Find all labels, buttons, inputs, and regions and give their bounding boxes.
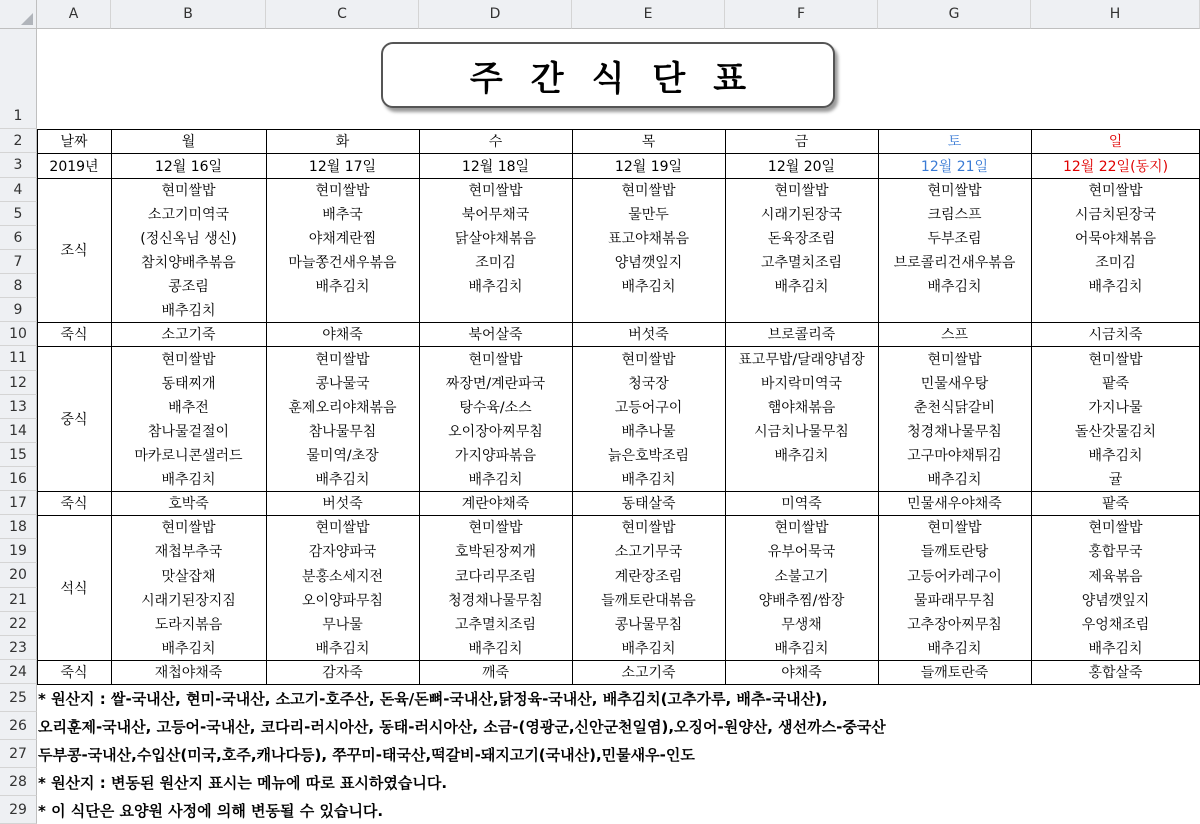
note-line-5[interactable]: * 이 식단은 요양원 사정에 의해 변동될 수 있습니다. xyxy=(38,801,384,820)
section-label-dinner[interactable]: 석식 xyxy=(60,580,88,597)
lunch-cell[interactable]: 탕수육/소스 xyxy=(459,400,532,416)
breakfast-cell[interactable]: 표고야채볶음 xyxy=(607,231,690,247)
column-header-h[interactable]: H xyxy=(1031,0,1200,29)
breakfast-cell[interactable]: 물만두 xyxy=(628,207,669,223)
row-header-2[interactable]: 2 xyxy=(0,129,37,153)
breakfast-cell[interactable]: 현미쌀밥 xyxy=(927,183,982,199)
dinner-cell[interactable]: 제육볶음 xyxy=(1088,568,1143,585)
lunch-cell[interactable]: 짜장면/계란파국 xyxy=(445,376,546,392)
table-vline xyxy=(419,129,420,684)
breakfast-cell[interactable]: 콩조림 xyxy=(168,279,209,295)
row-header-18[interactable]: 18 xyxy=(0,515,37,539)
dinner-cell[interactable]: 고등어카레구이 xyxy=(907,568,1002,585)
table-vline xyxy=(1031,129,1032,684)
column-header-e[interactable]: E xyxy=(572,0,725,29)
lunch-cell[interactable]: 현미쌀밥 xyxy=(621,351,676,368)
dinner-cell[interactable]: 현미쌀밥 xyxy=(315,520,370,536)
breakfast-cell[interactable] xyxy=(266,298,419,322)
dinner-cell[interactable]: 배추김치 xyxy=(621,641,676,657)
porridge-3-cell[interactable]: 야채죽 xyxy=(781,665,822,681)
row-header-21[interactable]: 21 xyxy=(0,588,37,612)
breakfast-cell[interactable]: 조미김 xyxy=(1095,255,1136,271)
table-vline xyxy=(572,129,573,684)
row-header-7[interactable]: 7 xyxy=(0,250,37,274)
table-vline xyxy=(266,129,267,684)
breakfast-cell[interactable]: 현미쌀밥 xyxy=(774,183,829,199)
row-header-20[interactable]: 20 xyxy=(0,563,37,588)
breakfast-cell[interactable]: 닭살야채볶음 xyxy=(454,231,537,247)
day-header-6[interactable]: 토 xyxy=(947,134,962,150)
lunch-cell[interactable]: 귤 xyxy=(1108,472,1123,488)
breakfast-cell[interactable] xyxy=(1031,298,1200,322)
dinner-cell[interactable]: 양념깻잎지 xyxy=(1081,593,1150,609)
section-label-breakfast[interactable]: 조식 xyxy=(60,243,88,259)
dinner-cell[interactable]: 홍합무국 xyxy=(1088,544,1143,560)
lunch-cell[interactable]: 배추김치 xyxy=(468,472,523,488)
day-header-4[interactable]: 목 xyxy=(641,134,656,150)
breakfast-cell[interactable]: (정신옥님 생신) xyxy=(140,231,237,247)
row-header-5[interactable]: 5 xyxy=(0,202,37,226)
row-header-12[interactable]: 12 xyxy=(0,371,37,395)
lunch-cell[interactable]: 청경채나물무침 xyxy=(907,424,1002,440)
lunch-cell[interactable]: 시금치나물무침 xyxy=(754,424,849,440)
section-label-porridge-1[interactable]: 죽식 xyxy=(60,327,88,343)
dinner-cell[interactable]: 시래기된장지짐 xyxy=(141,593,236,609)
section-label-lunch[interactable]: 중식 xyxy=(60,411,88,428)
dinner-cell[interactable]: 계란장조림 xyxy=(614,568,683,585)
porridge-3-cell[interactable]: 깨죽 xyxy=(481,665,510,681)
breakfast-cell[interactable]: 고추멸치조림 xyxy=(760,255,843,271)
breakfast-cell[interactable]: 배추김치 xyxy=(315,279,370,295)
porridge-1-cell[interactable]: 북어살죽 xyxy=(468,327,523,343)
row-header-27[interactable]: 27 xyxy=(0,740,37,768)
dinner-cell[interactable]: 현미쌀밥 xyxy=(774,520,829,536)
column-header-c[interactable]: C xyxy=(266,0,419,29)
lunch-cell[interactable]: 마카로니콘샐러드 xyxy=(134,448,243,464)
row-header-8[interactable]: 8 xyxy=(0,274,37,298)
lunch-cell[interactable]: 동태찌개 xyxy=(161,376,216,392)
lunch-cell[interactable]: 참나물무침 xyxy=(308,424,377,440)
lunch-cell[interactable]: 콩나물국 xyxy=(315,376,370,392)
dinner-cell[interactable]: 배추김치 xyxy=(315,641,370,657)
row-header-25[interactable]: 25 xyxy=(0,684,37,712)
section-label-porridge-3[interactable]: 죽식 xyxy=(60,665,88,681)
breakfast-cell[interactable]: 현미쌀밥 xyxy=(468,183,523,199)
year-cell[interactable]: 2019년 xyxy=(49,158,99,175)
row-header-10[interactable]: 10 xyxy=(0,322,37,346)
date-cell-3[interactable]: 12월 18일 xyxy=(461,158,530,175)
breakfast-cell[interactable]: 시래기된장국 xyxy=(760,207,843,223)
porridge-1-cell[interactable]: 스프 xyxy=(940,327,969,343)
lunch-cell[interactable]: 고등어구이 xyxy=(614,400,683,416)
day-header-3[interactable]: 수 xyxy=(488,134,503,150)
lunch-cell[interactable]: 배추김치 xyxy=(774,448,829,464)
lunch-cell[interactable]: 민물새우탕 xyxy=(920,376,989,392)
breakfast-cell[interactable]: 배추김치 xyxy=(927,279,982,295)
lunch-cell[interactable]: 현미쌀밥 xyxy=(1088,351,1143,368)
lunch-cell[interactable]: 배추김치 xyxy=(161,472,216,488)
table-vline xyxy=(725,129,726,684)
row-header-3[interactable]: 3 xyxy=(0,153,37,178)
porridge-3-cell[interactable]: 감자죽 xyxy=(322,665,363,681)
dinner-cell[interactable]: 들깨토란탕 xyxy=(920,544,989,560)
porridge-1-cell[interactable]: 브로콜리죽 xyxy=(767,327,836,343)
row-header-4[interactable]: 4 xyxy=(0,178,37,202)
dinner-cell[interactable]: 소불고기 xyxy=(774,568,829,585)
breakfast-cell[interactable]: 어묵야채볶음 xyxy=(1074,231,1157,247)
lunch-cell[interactable]: 배추김치 xyxy=(927,472,982,488)
date-cell-5[interactable]: 12월 20일 xyxy=(767,158,836,175)
breakfast-cell[interactable]: 브로콜리건새우볶음 xyxy=(893,255,1016,271)
lunch-cell[interactable]: 배추김치 xyxy=(315,472,370,488)
breakfast-cell[interactable]: 현미쌀밥 xyxy=(1088,183,1143,199)
lunch-cell[interactable]: 가지양파볶음 xyxy=(454,448,537,464)
dinner-cell[interactable]: 오이양파무침 xyxy=(301,593,384,609)
dinner-cell[interactable]: 고추장아찌무침 xyxy=(907,617,1002,633)
date-cell-4[interactable]: 12월 19일 xyxy=(614,158,683,175)
dinner-cell[interactable]: 무생채 xyxy=(781,617,822,633)
breakfast-cell[interactable]: 시금치된장국 xyxy=(1074,207,1157,223)
note-line-3[interactable]: 두부콩-국내산,수입산(미국,호주,캐나다등), 쭈꾸미-태국산,떡갈비-돼지고기(국내산),민물새우-인도 xyxy=(38,745,695,764)
day-header-7[interactable]: 일 xyxy=(1108,134,1123,150)
lunch-cell[interactable]: 늙은호박조림 xyxy=(607,448,690,464)
porridge-2-cell[interactable]: 민물새우야채죽 xyxy=(907,496,1002,512)
lunch-cell[interactable]: 물미역/초장 xyxy=(306,448,379,464)
breakfast-cell[interactable]: 현미쌀밥 xyxy=(621,183,676,199)
lunch-cell[interactable]: 현미쌀밥 xyxy=(927,351,982,368)
date-cell-1[interactable]: 12월 16일 xyxy=(154,158,223,175)
row-header-17[interactable]: 17 xyxy=(0,491,37,515)
dinner-cell[interactable]: 배추김치 xyxy=(1088,641,1143,657)
row-header-22[interactable]: 22 xyxy=(0,612,37,636)
breakfast-cell[interactable]: 배추김치 xyxy=(161,303,216,319)
porridge-2-cell[interactable]: 미역죽 xyxy=(781,496,822,512)
breakfast-cell[interactable] xyxy=(419,298,572,322)
row-header-23[interactable]: 23 xyxy=(0,636,37,660)
lunch-cell[interactable]: 바지락미역국 xyxy=(760,376,843,392)
dinner-cell[interactable]: 감자양파국 xyxy=(308,544,377,560)
row-header-14[interactable]: 14 xyxy=(0,419,37,443)
breakfast-cell[interactable]: 크림스프 xyxy=(927,207,982,223)
row-header-26[interactable]: 26 xyxy=(0,712,37,740)
porridge-2-cell[interactable]: 팥죽 xyxy=(1101,496,1130,512)
note-line-4[interactable]: * 원산지 : 변동된 원산지 표시는 메뉴에 따로 표시하였습니다. xyxy=(38,773,448,792)
table-hline xyxy=(37,491,1200,492)
lunch-cell[interactable]: 배추김치 xyxy=(621,472,676,488)
breakfast-cell[interactable]: 북어무채국 xyxy=(461,207,530,223)
row-header-16[interactable]: 16 xyxy=(0,467,37,491)
table-hline xyxy=(37,153,1200,154)
breakfast-cell[interactable] xyxy=(572,298,725,322)
table-hline xyxy=(37,346,1200,347)
lunch-cell[interactable]: 고구마야채튀김 xyxy=(907,448,1002,464)
dinner-cell[interactable]: 배추김치 xyxy=(774,641,829,657)
porridge-3-cell[interactable]: 재첩야채죽 xyxy=(154,665,223,681)
dinner-cell[interactable]: 현미쌀밥 xyxy=(468,520,523,536)
table-vline xyxy=(111,129,112,684)
column-header-b[interactable]: B xyxy=(111,0,266,29)
lunch-cell[interactable]: 가지나물 xyxy=(1088,400,1143,416)
row-header-24[interactable]: 24 xyxy=(0,660,37,684)
breakfast-cell[interactable] xyxy=(878,298,1031,322)
dinner-cell[interactable]: 청경채나물무침 xyxy=(448,593,543,609)
row-header-13[interactable]: 13 xyxy=(0,395,37,419)
date-cell-6[interactable]: 12월 21일 xyxy=(920,158,989,175)
breakfast-cell[interactable]: 배추김치 xyxy=(1088,279,1143,295)
dinner-cell[interactable]: 도라지볶음 xyxy=(154,617,223,633)
porridge-2-cell[interactable]: 버섯죽 xyxy=(322,496,363,512)
lunch-cell[interactable]: 춘천식닭갈비 xyxy=(913,400,996,416)
breakfast-cell[interactable]: 조미김 xyxy=(475,255,516,271)
dinner-cell[interactable]: 소고기무국 xyxy=(614,544,683,560)
porridge-3-cell[interactable]: 소고기죽 xyxy=(621,665,676,681)
lunch-cell[interactable]: 현미쌀밥 xyxy=(315,351,370,368)
breakfast-cell[interactable]: 양념깻잎지 xyxy=(614,255,683,271)
breakfast-cell[interactable]: 돈육장조림 xyxy=(767,231,836,247)
porridge-3-cell[interactable]: 홍합살죽 xyxy=(1088,665,1143,681)
lunch-cell[interactable]: 배추전 xyxy=(168,400,209,416)
date-cell-2[interactable]: 12월 17일 xyxy=(308,158,377,175)
lunch-cell[interactable]: 참나물겉절이 xyxy=(147,424,230,440)
dinner-cell[interactable]: 들깨토란대볶음 xyxy=(601,593,696,609)
column-header-f[interactable]: F xyxy=(725,0,878,29)
breakfast-cell[interactable]: 배추김치 xyxy=(621,279,676,295)
column-header-a[interactable]: A xyxy=(37,0,111,29)
note-line-1[interactable]: * 원산지 : 쌀-국내산, 현미-국내산, 소고기-호주산, 돈육/돈뼈-국내산,닭정육-국내산, 배추김치(고추가루, 배추-국내산), xyxy=(38,689,828,708)
table-hline xyxy=(37,322,1200,323)
dinner-cell[interactable]: 코다리무조림 xyxy=(454,568,537,585)
row-header-11[interactable]: 11 xyxy=(0,346,37,371)
lunch-cell[interactable]: 햄야채볶음 xyxy=(767,400,836,416)
breakfast-cell[interactable]: 참치양배추볶음 xyxy=(141,255,236,271)
dinner-cell[interactable]: 배추김치 xyxy=(468,641,523,657)
row-header-29[interactable]: 29 xyxy=(0,796,37,824)
dinner-cell[interactable]: 현미쌀밥 xyxy=(1088,520,1143,536)
table-hline xyxy=(37,129,1200,130)
breakfast-cell[interactable]: 현미쌀밥 xyxy=(315,183,370,199)
dinner-cell[interactable]: 무나물 xyxy=(322,617,363,633)
breakfast-cell[interactable]: 야채계란찜 xyxy=(308,231,377,247)
porridge-1-cell[interactable]: 시금치죽 xyxy=(1088,327,1143,343)
dinner-cell[interactable]: 고추멸치조림 xyxy=(454,617,537,633)
breakfast-cell[interactable]: 현미쌀밥 xyxy=(161,183,216,199)
porridge-1-cell[interactable]: 소고기죽 xyxy=(161,327,216,343)
table-hline xyxy=(37,660,1200,661)
lunch-cell[interactable]: 현미쌀밥 xyxy=(161,351,216,368)
lunch-cell[interactable]: 배추김치 xyxy=(1088,448,1143,464)
porridge-1-cell[interactable]: 야채죽 xyxy=(322,327,363,343)
row-header-9[interactable]: 9 xyxy=(0,298,37,322)
lunch-cell[interactable]: 훈제오리야채볶음 xyxy=(288,400,397,416)
column-header-g[interactable]: G xyxy=(878,0,1031,29)
lunch-cell[interactable]: 현미쌀밥 xyxy=(468,351,523,368)
porridge-2-cell[interactable]: 호박죽 xyxy=(168,496,209,512)
day-header-2[interactable]: 화 xyxy=(335,134,350,150)
breakfast-cell[interactable]: 소고기미역국 xyxy=(147,207,230,223)
lunch-cell[interactable]: 팥죽 xyxy=(1101,376,1130,392)
select-all-corner[interactable] xyxy=(0,0,37,29)
section-label-porridge-2[interactable]: 죽식 xyxy=(60,496,88,512)
dinner-cell[interactable]: 호박된장찌개 xyxy=(454,544,537,560)
dinner-cell[interactable]: 현미쌀밥 xyxy=(161,520,216,536)
lunch-cell[interactable]: 오이장아찌무침 xyxy=(448,424,543,440)
row-header-15[interactable]: 15 xyxy=(0,443,37,467)
dinner-cell[interactable]: 맛살잡채 xyxy=(161,568,216,585)
lunch-cell[interactable]: 표고무밥/달래양념장 xyxy=(738,351,865,368)
porridge-2-cell[interactable]: 계란야채죽 xyxy=(461,496,530,512)
dinner-cell[interactable]: 분홍소세지전 xyxy=(301,568,384,585)
page-title: 주간식단표 xyxy=(381,42,835,108)
date-cell-7[interactable]: 12월 22일(동지) xyxy=(1062,158,1169,175)
lunch-cell[interactable]: 돌산갓물김치 xyxy=(1074,424,1157,440)
breakfast-cell[interactable]: 두부조림 xyxy=(927,231,982,247)
dinner-cell[interactable]: 양배추찜/쌈장 xyxy=(758,593,845,609)
dinner-cell[interactable]: 배추김치 xyxy=(927,641,982,657)
dinner-cell[interactable]: 현미쌀밥 xyxy=(927,520,982,536)
dinner-cell[interactable]: 배추김치 xyxy=(161,641,216,657)
column-header-d[interactable]: D xyxy=(419,0,572,29)
lunch-cell[interactable] xyxy=(725,467,878,491)
note-line-2[interactable]: 오리훈제-국내산, 고등어-국내산, 코다리-러시아산, 동태-러시아산, 소금-(영광군,신안군천일염),오징어-원양산, 생선까스-중국산 xyxy=(38,717,886,736)
table-vline xyxy=(878,129,879,684)
dinner-cell[interactable]: 재첩부추국 xyxy=(154,544,223,560)
breakfast-cell[interactable]: 배추김치 xyxy=(468,279,523,295)
breakfast-cell[interactable] xyxy=(725,298,878,322)
row-header-19[interactable]: 19 xyxy=(0,539,37,563)
dinner-cell[interactable]: 콩나물무침 xyxy=(614,617,683,633)
day-header-5[interactable]: 금 xyxy=(794,134,809,150)
table-hline xyxy=(37,178,1200,179)
breakfast-cell[interactable]: 마늘쫑건새우볶음 xyxy=(288,255,397,271)
lunch-cell[interactable]: 청국장 xyxy=(628,376,669,392)
table-hline xyxy=(37,515,1200,516)
table-vline-outer xyxy=(37,129,38,684)
breakfast-cell[interactable]: 배추김치 xyxy=(774,279,829,295)
day-header-1[interactable]: 월 xyxy=(181,134,196,150)
porridge-2-cell[interactable]: 동태살죽 xyxy=(621,496,676,512)
dinner-cell[interactable]: 물파래무무침 xyxy=(913,593,996,609)
dinner-cell[interactable]: 현미쌀밥 xyxy=(621,520,676,536)
dinner-cell[interactable]: 우엉채조림 xyxy=(1081,617,1150,633)
row-header-28[interactable]: 28 xyxy=(0,768,37,796)
breakfast-cell[interactable]: 배추국 xyxy=(322,207,363,223)
row-header-6[interactable]: 6 xyxy=(0,226,37,250)
row-header-1[interactable]: 1 xyxy=(0,29,37,129)
porridge-1-cell[interactable]: 버섯죽 xyxy=(628,327,669,343)
porridge-3-cell[interactable]: 들깨토란죽 xyxy=(920,665,989,681)
date-label-cell[interactable]: 날짜 xyxy=(60,134,88,150)
dinner-cell[interactable]: 유부어묵국 xyxy=(767,544,836,560)
lunch-cell[interactable]: 배추나물 xyxy=(621,424,676,440)
